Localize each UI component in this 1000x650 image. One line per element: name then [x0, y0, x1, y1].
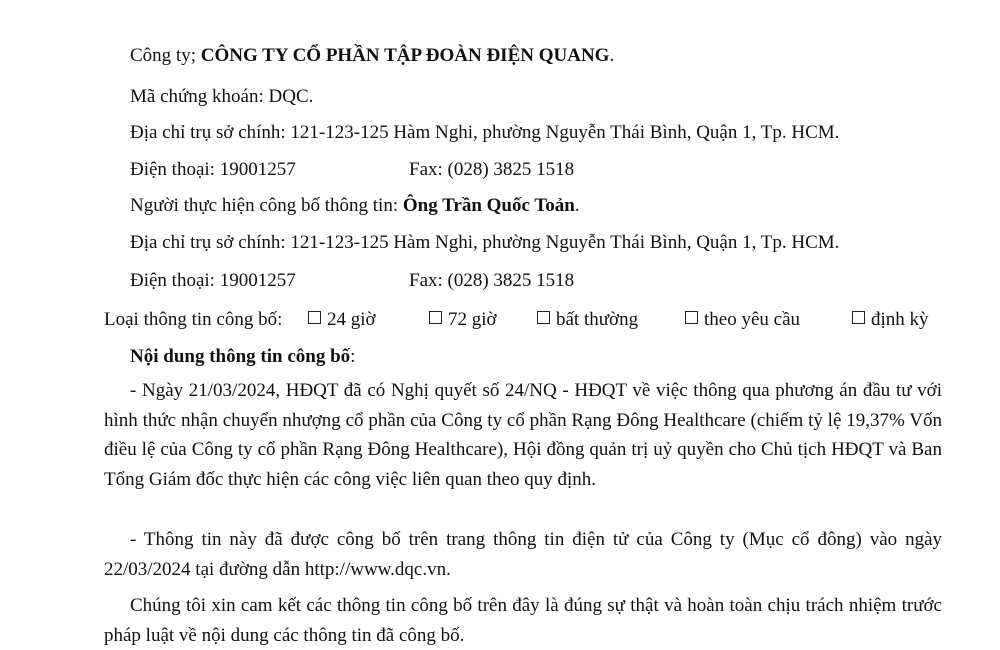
company-phone: Điện thoại: 19001257 — [130, 159, 296, 180]
paragraph-commitment: Chúng tôi xin cam kết các thông tin công bố trên đây là đúng sự thật và hoàn toàn chịu trách nhiệm trước pháp luật về nội dung các thông tin đã công bố. — [104, 595, 942, 646]
option-irregular[interactable] — [537, 309, 638, 331]
option-periodic-label: định kỳ — [871, 309, 929, 330]
paragraph-resolution: - Ngày 21/03/2024, HĐQT đã có Nghị quyết số 24/NQ - HĐQT về việc thông qua phương án đầu tư với hình thức nhận chuyển nhượng cổ phần của Công ty cổ phần Rạng Đông Healthcare (chiếm tỷ lệ 19,37% Vốn điều lệ của Công ty cổ phần Rạng Đông Healthcare), Hội đồng quản trị uỷ quyền cho Chủ tịch HĐQT và Ban Tổng Giám đốc thực hiện các công việc liên quan theo quy định. — [104, 380, 942, 490]
discloser-fax: Fax: (028) 3825 1518 — [409, 270, 575, 291]
option-24h[interactable] — [308, 309, 376, 331]
checkbox-72h[interactable] — [429, 311, 442, 324]
option-on-request-label: theo yêu cầu — [704, 309, 801, 330]
company-label: Công ty; — [130, 45, 201, 66]
discloser-label: Người thực hiện công bố thông tin: — [130, 195, 403, 216]
option-24h-label: 24 giờ — [327, 309, 376, 330]
company-address: Địa chỉ trụ sở chính: 121-123-125 Hàm Nghi, phường Nguyễn Thái Bình, Quận 1, Tp. HCM. — [130, 122, 840, 143]
checkbox-24h[interactable] — [308, 311, 321, 324]
content-heading — [130, 346, 355, 368]
option-on-request[interactable] — [685, 309, 800, 331]
company-fax: Fax: (028) 3825 1518 — [409, 159, 575, 180]
content-heading-title: Nội dung thông tin công bố — [130, 346, 351, 367]
discloser-name: Ông Trần Quốc Toản — [402, 195, 575, 216]
option-72h[interactable] — [429, 309, 497, 331]
checkbox-on-request[interactable] — [685, 311, 698, 324]
paragraph-publication: - Thông tin này đã được công bố trên trang thông tin điện tử của Công ty (Mục cổ đông) vào ngày 22/03/2024 tại đường dẫn http://www.dqc.vn. — [104, 529, 942, 580]
discloser-suffix: . — [574, 195, 580, 216]
discloser-phone: Điện thoại: 19001257 — [130, 270, 296, 291]
company-name: CÔNG TY CỔ PHẦN TẬP ĐOÀN ĐIỆN QUANG — [200, 45, 610, 66]
option-irregular-label: bất thường — [556, 309, 639, 330]
content-heading-suffix: : — [350, 346, 356, 367]
option-72h-label: 72 giờ — [448, 309, 497, 330]
checkbox-irregular[interactable] — [537, 311, 550, 324]
stock-code: Mã chứng khoán: DQC. — [130, 86, 314, 107]
company-suffix: . — [609, 45, 615, 66]
company-line — [130, 45, 614, 67]
option-periodic[interactable] — [852, 309, 929, 331]
checkbox-periodic[interactable] — [852, 311, 865, 324]
disclosure-type-label: Loại thông tin công bố: — [104, 309, 283, 330]
discloser-line — [130, 195, 580, 217]
discloser-address: Địa chỉ trụ sở chính: 121-123-125 Hàm Nghi, phường Nguyễn Thái Bình, Quận 1, Tp. HCM. — [130, 232, 840, 253]
